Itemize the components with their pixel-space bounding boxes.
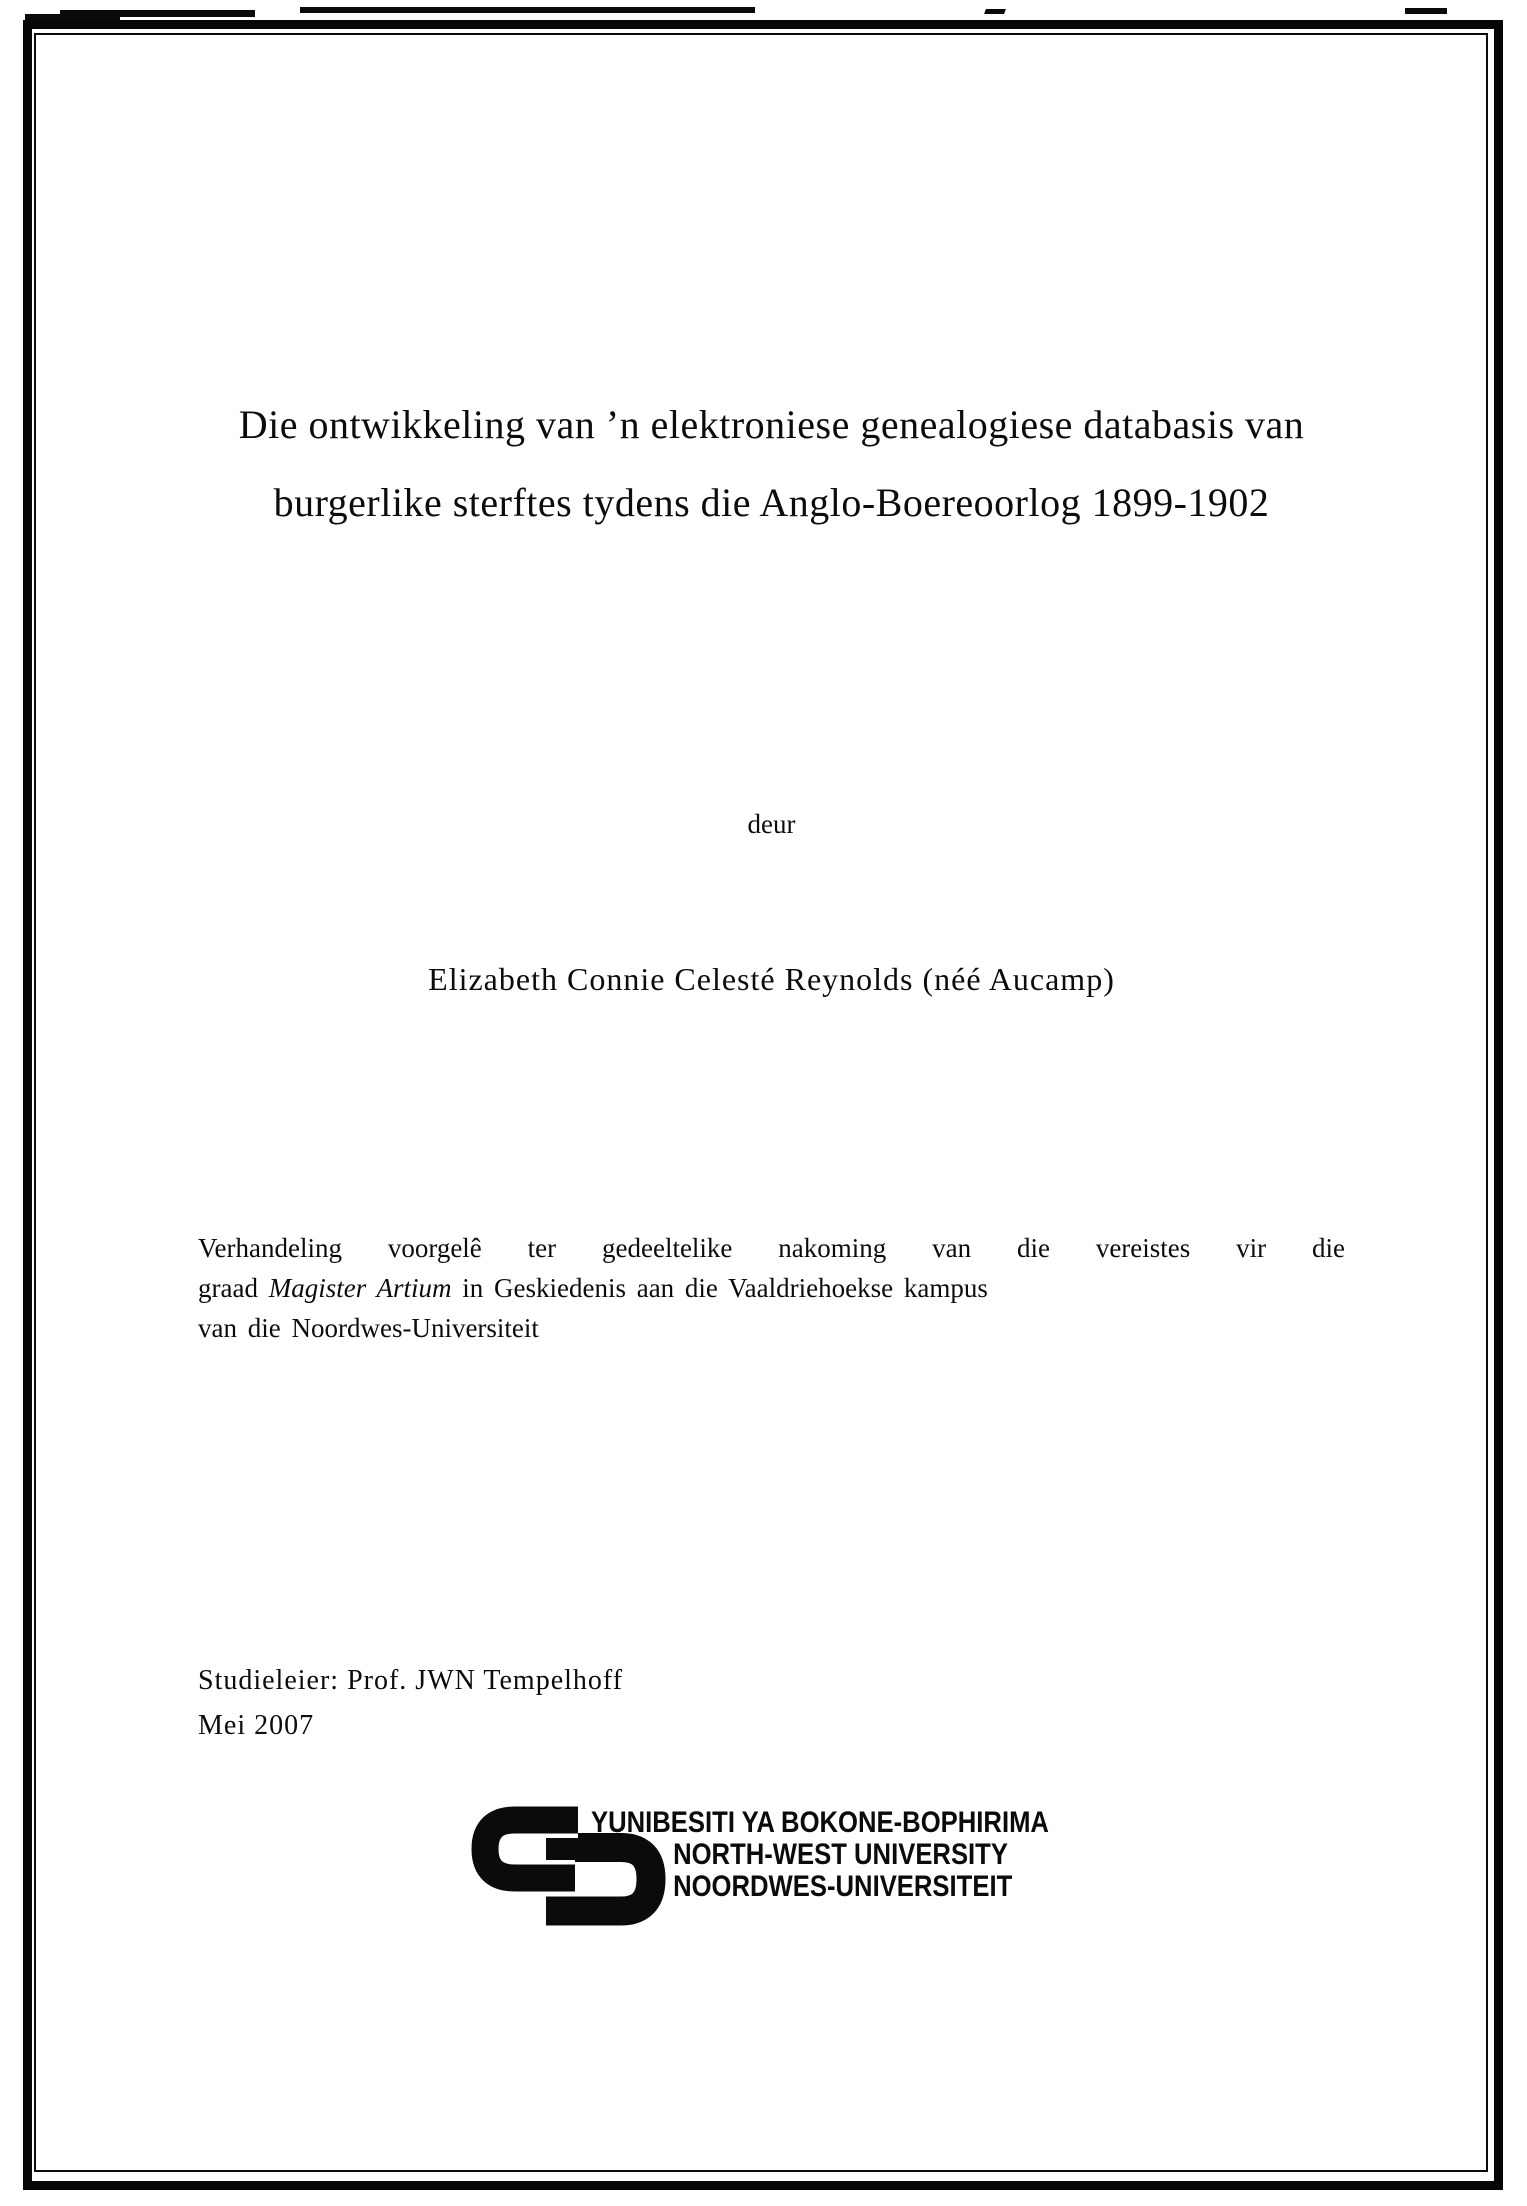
nwu-logo xyxy=(471,1804,1171,1964)
statement-line1: Verhandeling voorgelê ter gedeeltelike nakoming van die vereistes vir die xyxy=(198,1233,1345,1263)
supervisor-block xyxy=(198,1658,1098,1748)
statement-line3: van die Noordwes-Universiteit xyxy=(198,1313,539,1343)
thesis-title-line1: Die ontwikkeling van ’n elektroniese genealogiese databasis van xyxy=(238,402,1305,447)
statement-line2-post: in Geskiedenis aan die Vaaldriehoekse kampus xyxy=(451,1273,988,1303)
scan-artifact xyxy=(1405,8,1447,14)
thesis-statement xyxy=(198,1228,1345,1348)
scan-artifact xyxy=(25,14,120,23)
logo-line-setswana: YUNIBESITI YA BOKONE-BOPHIRIMA xyxy=(591,1806,1049,1839)
thesis-title-line2: burgerlike sterftes tydens die Anglo-Boereoorlog 1899-1902 xyxy=(273,480,1270,525)
supervisor-line: Studieleier: Prof. JWN Tempelhoff xyxy=(198,1665,624,1696)
scan-artifact xyxy=(300,7,755,13)
nwu-logo-text xyxy=(591,1807,1049,1903)
author-name: Elizabeth Connie Celesté Reynolds (néé Aucamp) xyxy=(428,961,1115,997)
date-line: Mei 2007 xyxy=(198,1710,315,1741)
logo-line-afrikaans: NOORDWES-UNIVERSITEIT xyxy=(673,1870,1013,1903)
thesis-title xyxy=(198,386,1345,542)
byline-deur: deur xyxy=(747,809,796,839)
logo-line-english: NORTH-WEST UNIVERSITY xyxy=(673,1838,1008,1871)
magister-artium-italic: Magister Artium xyxy=(268,1273,452,1303)
statement-line2 xyxy=(198,1268,1345,1308)
scan-artifact xyxy=(984,9,1006,14)
statement-line2-pre: graad xyxy=(198,1273,269,1303)
